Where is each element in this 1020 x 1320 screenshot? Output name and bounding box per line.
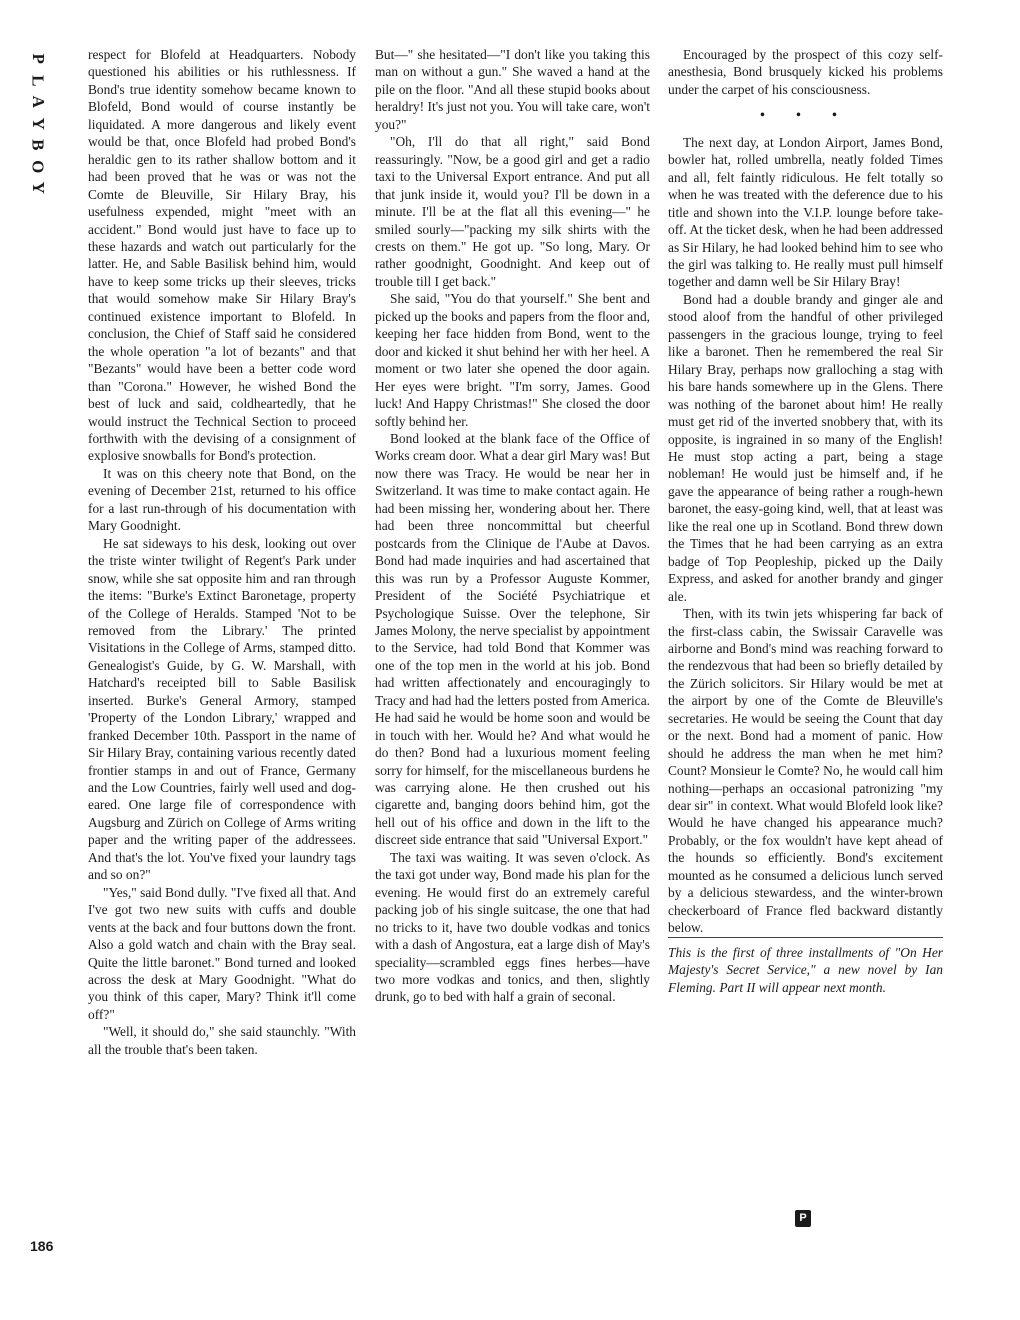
article-column-2	[375, 46, 650, 1006]
paragraph: The taxi was waiting. It was seven o'clock. As the taxi got under way, Bond made his plan for the evening. He would first do an extremely careful packing job of his single suitcase, the one that had no tricks to it, have two double vodkas and tonics with a dash of Angostura, eat a large dish of May's speciality—scrambled eggs fines herbes—have two more vodkas and tonics, and then, slightly drunk, go to bed with half a grain of seconal.	[375, 849, 650, 1005]
paragraph: It was on this cheery note that Bond, on the evening of December 21st, returned to his office for a last run-through of his documentation with Mary Goodnight.	[88, 465, 356, 534]
paragraph: Bond had a double brandy and ginger ale and stood aloof from the handful of other privileged passengers in the gracious lounge, trying to feel like a baronet. Then he remembered the real Sir Hilary Bray, perhaps now gralloching a stag with his bare hands somewhere up in the Glens. There was nothing of the baronet about him! He really must get rid of the inverted snobbery that, with its opposite, is ingrained in so many of the English! He must stop acting a part, being a stage nobleman! He would just be himself and, if he gave the appearance of being rather a rough-hewn baronet, the easy-going kind, well, that at least was like the real one up in Scotland. Bond threw down the Times that he had been carrying as an extra badge of Top Peopleship, picked up the Daily Express, and asked for another brandy and ginger ale.	[668, 291, 943, 604]
masthead-letter: L	[28, 74, 48, 86]
paragraph: She said, "You do that yourself." She bent and picked up the books and papers from the floor and, keeping her face hidden from Bond, went to the door and kicked it shut behind her with her heel. A moment or two later she opened the door again. Her eyes were bright. "I'm sorry, James. Good luck! And Happy Christmas!" She closed the door softly behind her.	[375, 291, 650, 429]
article-column-3	[668, 46, 943, 996]
paragraph: The next day, at London Airport, James Bond, bowler hat, rolled umbrella, neatly folded Times and all, felt faintly ridiculous. He felt totally so when he was treated with the deference due to his title and shown into the V.I.P. lounge before take-off. At the ticket desk, when he had been addressed as Sir Hilary, he had looked behind him to see who the girl was talking to. He really must pull himself together and damn well be Sir Hilary Bray!	[668, 134, 943, 290]
installment-note: This is the first of three installments of "On Her Majesty's Secret Service," a new novel by Ian Fleming. Part II will appear next month.	[668, 937, 943, 996]
paragraph: He sat sideways to his desk, looking out over the triste winter twilight of Regent's Park under snow, while she sat opposite him and ran through the items: "Burke's Extinct Baronetage, property of the College of Heralds. Stamped 'Not to be removed from the Library.' The printed Visitations in the College of Arms, stamped ditto. Genealogist's Guide, by G. W. Marshall, with Hatchard's receipted bill to Sable Basilisk inserted. Burke's General Armory, stamped 'Property of the London Library,' wrapped and franked December 10th. Passport in the name of Sir Hilary Bray, containing various recently dated frontier stamps in and out of France, Germany and the Low Countries, fairly well used and dog-eared. One large file of correspondence with Augsburg and Zürich on College of Arms writing paper and the writing paper of the addressees. And that's the lot. You've fixed your laundry tags and so on?"	[88, 535, 356, 883]
paragraph: respect for Blofeld at Headquarters. Nobody questioned his abilities or his ruthlessness. If Bond's true identity somehow became known to Blofeld, Bond would of course instantly be liquidated. A more dangerous and likely event would be that, once Blofeld had probed Bond's heraldic gen to its rather shallow bottom and it had been proved that he was or was not the Comte de Bleuville, Sir Hilary Bray, his usefulness expended, might "meet with an accident." Bond would just have to face up to these hazards and watch out particularly for the latter. He, and Sable Basilisk behind him, would have to keep some tricks up their sleeves, tricks that would somehow make Sir Hilary Bray's continued existence important to Blofeld. In conclusion, the Chief of Staff said he considered the whole operation "a lot of bezants" and that "Bezants" would have been a better code word than "Corona." However, he wished Bond the best of luck and said, coldheartedly, that he would instruct the Technical Section to proceed forthwith with the devising of a consignment of explosive snowballs for Bond's protection.	[88, 47, 356, 464]
paragraph: Bond looked at the blank face of the Office of Works cream door. What a dear girl Mary was! But now there was Tracy. He would be near her in Switzerland. It was time to make contact again. He had been missing her, wondering about her. There had been three noncommittal but cheerful postcards from the Clinique de l'Aube at Davos. Bond had made inquiries and had ascertained that this was run by a Professor Auguste Kommer, President of the Société Psychiatrique et Psychologique Suisse. Over the telephone, Sir James Molony, the nerve specialist by appointment to the Service, had told Bond that Kommer was one of the top men in the world at his job. Bond had written affectionately and encouragingly to Tracy and had had the letters posted from America. He had said he would be home soon and would be in touch with her. Would he? And what would he do then? Bond had a luxurious moment feeling sorry for himself, for the miscellaneous burdens he was carrying alone. He then crushed out his cigarette and, banging doors behind him, got the hell out of his office and down in the lift to the discreet side entrance that said "Universal Export."	[375, 430, 650, 848]
paragraph: "Yes," said Bond dully. "I've fixed all that. And I've got two new suits with cuffs and double vents at the back and four buttons down the front. Also a gold watch and chain with the Bray seal. Quite the little baronet." Bond turned and looked across the desk at Mary Goodnight. "What do you think of this caper, Mary? Think it'll come off?"	[88, 884, 356, 1022]
section-break: • • •	[760, 107, 851, 123]
article-column-1	[88, 46, 356, 1058]
paragraph: Then, with its twin jets whispering far back of the first-class cabin, the Swissair Caravelle was airborne and Bond's mind was reaching forward to the rendezvous that had been so briefly detailed by the Zürich solicitors. Sir Hilary would be met at the airport by one of the Comte de Bleuville's secretaries. He would be seeing the Count that day or the next. Bond had a moment of panic. How should he address the man when he met him? Count? Monsieur le Comte? No, he would call him nothing—perhaps an occasional patronizing "my dear sir" in context. What would Blofeld look like? Would he have changed his appearance much? Probably, or the fox wouldn't have kept ahead of the hounds so efficiently. Bond's excitement mounted as he consumed a delicious lunch served by a delicious stewardess, and the winter-brown checkerboard of France fled backward distantly below.	[668, 606, 943, 936]
paragraph: "Well, it should do," she said staunchly. "With all the trouble that's been taken.	[88, 1024, 356, 1057]
masthead-letter: A	[28, 95, 48, 108]
paragraph: Encouraged by the prospect of this cozy self-anesthesia, Bond brusquely kicked his problems under the carpet of his consciousness.	[668, 47, 943, 97]
masthead-letter: P	[28, 53, 48, 64]
page-number: 186	[30, 1238, 54, 1254]
masthead-letter: B	[28, 139, 48, 151]
rabbit-end-mark-icon: P	[795, 1210, 811, 1227]
masthead-letter: Y	[28, 117, 48, 130]
paragraph: But—" she hesitated—"I don't like you taking this man on without a gun." She waved a hand at the pile on the floor. "And all these stupid books about heraldry! It's just not you. You will take care, won't you?"	[375, 47, 650, 132]
playboy-vertical-masthead	[26, 48, 50, 199]
paragraph: "Oh, I'll do that all right," said Bond reassuringly. "Now, be a good girl and get a radio taxi to the Universal Export entrance. And put all that junk inside it, would you? I'll be down in a minute. I'll be at the flat all this evening—" he smiled sourly—"packing my silk shirts with the crests on them." He got up. "So long, Mary. Or rather goodnight, Goodnight. And keep out of trouble till I get back."	[375, 134, 650, 289]
masthead-letter: O	[28, 159, 48, 173]
masthead-letter: Y	[28, 181, 48, 194]
